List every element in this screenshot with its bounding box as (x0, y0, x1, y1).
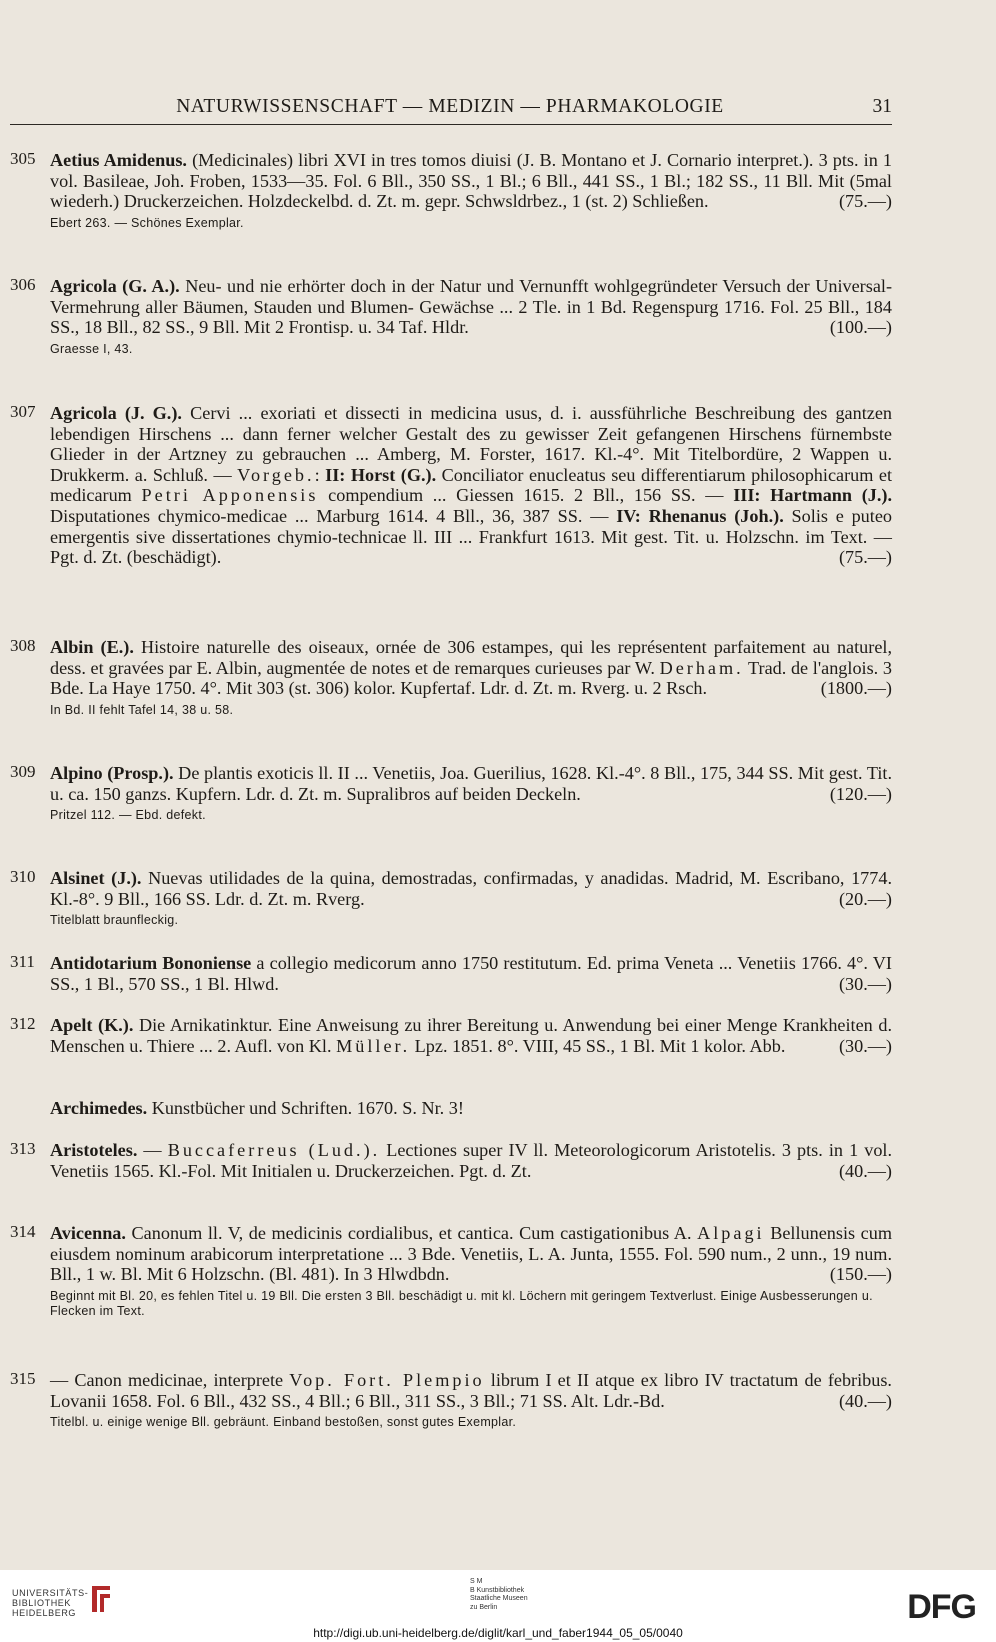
lot-number: 308 (10, 636, 36, 655)
entry-author: Apelt (K.). (50, 1015, 134, 1035)
entry-text: — Canon medicinae, interprete Vop. Fort. Plempio librum I et II atque ex libro IV tractatum de febribus. Lovanii 1658. Fol. 6 Bll., 432 SS., 4 Bll.; 6 Bll., 311 SS., 3 Bll.; 71 SS. Alt. Ldr.-Bd. (40.—) (50, 1370, 892, 1411)
catalog-entry-306 (10, 276, 892, 357)
lot-number: 306 (10, 275, 36, 294)
entry-author: Archimedes. (50, 1098, 148, 1118)
entry-text: Aristoteles. — Buccaferreus (Lud.). Lectiones super IV ll. Meteorologicorum Aristotelis. 3 pts. in 1 vol. Venetiis 1565. Kl.-Fol. Mit Initialen u. Druckerzeichen. Pgt. d. Zt. (40.—) (50, 1140, 893, 1181)
entry-text: Alpino (Prosp.). De plantis exoticis ll. II ... Venetiis, Joa. Guerilius, 1628. Kl.-4°. 8 Bll., 175, 344 SS. Mit gest. Tit. u. ca. 150 ganzs. Kupfern. Ldr. d. Zt. m. Supralibros auf beiden Deckeln. (120.—) (50, 763, 892, 804)
lot-number: 310 (10, 867, 36, 886)
lot-price: (75.—) (838, 547, 892, 568)
catalog-entry-311 (10, 953, 892, 994)
entry-text: Alsinet (J.). Nuevas utilidades de la quina, demostradas, confirmadas, y anadidas. Madrid, M. Escribano, 1774. Kl.-8°. 9 Bll., 166 SS. Ldr. d. Zt. m. Rverg. (20.—) (50, 868, 892, 909)
lot-number: 307 (10, 402, 36, 421)
entry-note: In Bd. II fehlt Tafel 14, 38 u. 58. (50, 702, 234, 717)
entry-text: Agricola (J. G.). Cervi ... exoriati et dissecti in medicina usus, d. i. aussführliche Beschreibung des gantzen lebendigen Hirschens ... dann ferner welcher Gestalt des zu gewisser Zeit gefangenen Hirschens fürnembste Glieder in der Artzney zu gebrauchen ... Amberg, M. Forster, 1617. Kl.-4°. Mit Titelbordüre, 2 Wappen u. Drukkerm. a. Schluß. — Vorgeb.: II: Horst (G.). Conciliator enucleatus seu differentiarum philosophicarum et medicarum Petri Apponensis compendium ... Giessen 1615. 2 Bll., 156 SS. — III: Hartmann (J.). Disputationes chymico-medicae ... Marburg 1614. 4 Bll., 36, 387 SS. — IV: Rhenanus (Joh.). Solis e puteo emergentis sive dissertationes chymio-technicae ll. III ... Frankfurt 1613. Mit gest. Tit. u. Holzschn. im Text. — Pgt. d. Zt. (beschädigt). (75.—) (50, 403, 893, 568)
catalog-entry-310 (10, 868, 892, 928)
entry-text: Apelt (K.). Die Arnikatinktur. Eine Anweisung zu ihrer Bereitung u. Anwendung bei einer Menge Krankheiten d. Menschen u. Thiere ... 2. Aufl. von Kl. Müller. Lpz. 1851. 8°. VIII, 45 SS., 1 Bl. Mit 1 kolor. Abb. (30.—) (50, 1015, 892, 1056)
catalog-entry-315 (10, 1370, 892, 1430)
document-url[interactable]: http://digi.ub.uni-heidelberg.de/diglit/karl_und_faber1944_05_05/0040 (313, 1626, 683, 1640)
entry-author: Agricola (J. G.). (50, 403, 182, 423)
lot-number: 309 (10, 762, 36, 781)
catalog-entry-305 (10, 150, 892, 231)
entry-note: Ebert 263. — Schönes Exemplar. (50, 215, 244, 230)
entry-author: Aetius Amidenus. (50, 150, 187, 170)
viewer-footer (0, 1570, 996, 1642)
entry-note: Titelbl. u. einige wenige Bll. gebräunt. Einband bestoßen, sonst gutes Exemplar. (50, 1415, 517, 1430)
university-library-logo[interactable]: UNIVERSITÄTS- BIBLIOTHEK HEIDELBERG (12, 1588, 89, 1618)
entry-text: Antidotarium Bononiense a collegio medicorum anno 1750 restitutum. Ed. prima Veneta ... Venetiis 1766. 4°. VI SS., 1 Bl., 570 SS., 1 Bl. Hlwd. (30.—) (50, 953, 892, 994)
museum-stamp: S M B Kunstbibliothek Staatliche Museen zu Berlin (470, 1578, 528, 1611)
lot-number: 315 (10, 1369, 36, 1388)
entry-note: Pritzel 112. — Ebd. defekt. (50, 808, 206, 823)
entry-text: Avicenna. Canonum ll. V, de medicinis cordialibus, et cantica. Cum castigationibus A. Alpagi Bellunensis cum eiusdem nominum arabicorum interpretatione ... 3 Bde. Venetiis, L. A. Junta, 1555. Fol. 590 num., 2 unn., 19 num. Bll., 1 w. Bl. Mit 6 Holzschn. (Bl. 481). In 3 Hlwdbdn. (150.—) (50, 1223, 892, 1285)
lot-price: (1800.—) (820, 678, 892, 699)
lot-number: 305 (10, 149, 36, 168)
entry-author: Albin (E.). (50, 637, 134, 657)
catalog-entry-314 (10, 1223, 892, 1319)
entry-text: Aetius Amidenus. (Medicinales) libri XVI in tres tomos diuisi (J. B. Montano et J. Cornario interpret.). 3 pts. in 1 vol. Basileae, Joh. Froben, 1533—35. Fol. 6 Bll., 350 SS., 1 Bl.; 6 Bll., 441 SS., 1 Bl.; 182 SS., 11 Bll. Mit (5mal wiederh.) Druckerzeichen. Holzdeckelbd. d. Zt. m. gepr. Schwsldrbez., 1 (st. 2) Schließen. (75.—) (50, 150, 892, 212)
catalog-entry-307 (10, 403, 892, 568)
lot-number: 312 (10, 1014, 36, 1033)
entry-text: Archimedes. Kunstbücher und Schriften. 1670. S. Nr. 3! (50, 1098, 464, 1118)
entry-author: Aristoteles. (50, 1140, 138, 1160)
entry-author: Avicenna. (50, 1223, 126, 1243)
lot-price: (40.—) (838, 1390, 892, 1411)
page-header (10, 96, 892, 125)
entry-note: Titelblatt braunfleckig. (50, 913, 179, 928)
catalog-entry-312 (10, 1015, 892, 1056)
entry-author: Alsinet (J.). (50, 868, 142, 888)
lot-price: (150.—) (829, 1264, 892, 1285)
entry-note: Beginnt mit Bl. 20, es fehlen Titel u. 19 Bll. Die ersten 3 Bll. beschädigt u. mit kl. Löchern mit geringem Textverlust. Einige Ausbesserungen u. Flecken im Text. (50, 1288, 873, 1318)
lot-price: (40.—) (838, 1160, 892, 1181)
entry-note: Graesse I, 43. (50, 341, 133, 356)
section-title: NATURWISSENSCHAFT — MEDIZIN — PHARMAKOLOGIE (176, 96, 724, 117)
lot-price: (20.—) (838, 888, 892, 909)
lot-price: (120.—) (829, 783, 892, 804)
lot-number: 314 (10, 1222, 36, 1241)
lot-number: 313 (10, 1139, 36, 1158)
library-seal-icon (88, 1582, 114, 1616)
catalog-entry-309 (10, 763, 892, 823)
lot-number: 311 (10, 952, 35, 971)
entry-author: Agricola (G. A.). (50, 276, 180, 296)
lot-price: (75.—) (838, 191, 892, 212)
catalog-cross-reference (10, 1098, 892, 1119)
catalog-entry-313 (10, 1140, 892, 1181)
lot-price: (30.—) (838, 1035, 892, 1056)
entry-author: Alpino (Prosp.). (50, 763, 174, 783)
lot-price: (100.—) (829, 317, 892, 338)
entry-text: Agricola (G. A.). Neu- und nie erhörter doch in der Natur und Vernunfft wohlgegründeter Versuch der Universal-Vermehrung aller Bäumen, Stauden und Blumen- Gewächse ... 2 Tle. in 1 Bd. Regenspurg 1716. Fol. 25 Bll., 184 SS., 18 Bll., 82 SS., 9 Bll. Mit 2 Frontisp. u. 34 Taf. Hldr. (100.—) (50, 276, 892, 338)
entry-author: Antidotarium Bononiense (50, 953, 252, 973)
entry-text: Albin (E.). Histoire naturelle des oiseaux, ornée de 306 estampes, qui les représentent parfaitement au naturel, dess. et gravées par E. Albin, augmentée de notes et de remarques curieuses par W. Derham. Trad. de l'anglois. 3 Bde. La Haye 1750. 4°. Mit 303 (st. 306) kolor. Kupfertaf. Ldr. d. Zt. m. Rverg. u. 2 Rsch. (1800.—) (50, 637, 893, 699)
lot-price: (30.—) (838, 973, 892, 994)
catalog-entry-308 (10, 637, 892, 718)
page-number: 31 (872, 96, 892, 117)
dfg-logo[interactable]: DFG (907, 1588, 976, 1626)
